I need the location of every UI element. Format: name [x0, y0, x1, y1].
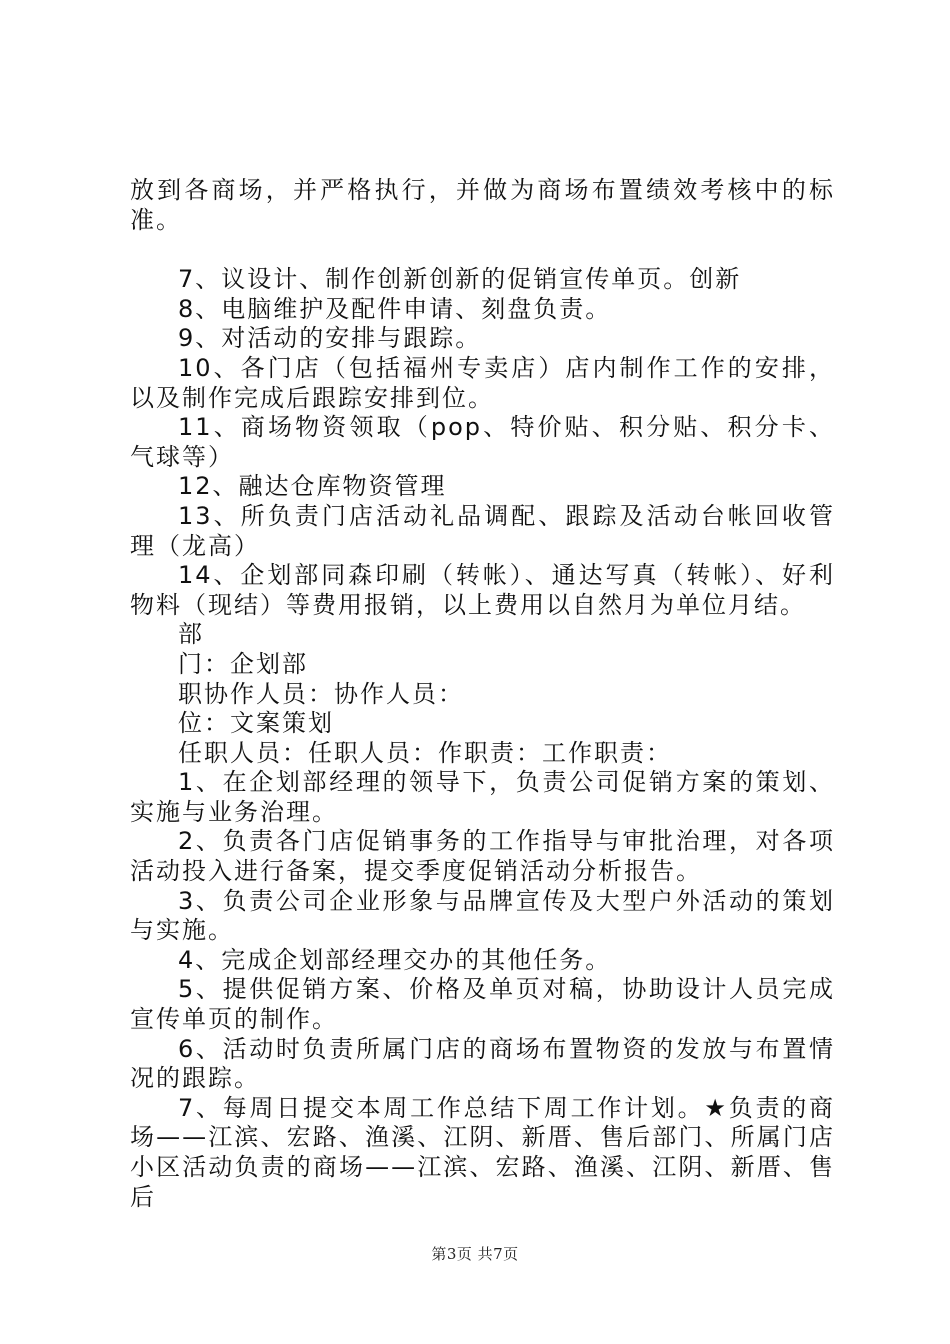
paragraph-item-11: 11、商场物资领取（pop、特价贴、积分贴、积分卡、气球等）	[130, 413, 835, 471]
duty-item-7: 7、每周日提交本周工作总结下周工作计划。★负责的商场——江滨、宏路、渔溪、江阴、新厝、售后部门、所属门店小区活动负责的商场——江滨、宏路、渔溪、江阴、新厝、售后	[130, 1093, 835, 1211]
field-department-value: 门：企划部	[178, 649, 308, 678]
paragraph-item-14: 14、企划部同森印刷（转帐）、通达写真（转帐）、好利物料（现结）等费用报销，以上费用以自然月为单位月结。	[130, 561, 835, 619]
duty-item-1: 1、在企划部经理的领导下，负责公司促销方案的策划、实施与业务治理。	[130, 768, 835, 826]
paragraph-item-10: 10、各门店（包括福州专卖店）店内制作工作的安排，以及制作完成后跟踪安排到位。	[130, 353, 835, 412]
paragraph-item-9: 9、对活动的安排与跟踪。	[178, 324, 482, 353]
paragraph-continuation: 放到各商场，并严格执行，并做为商场布置绩效考核中的标准。	[130, 176, 835, 234]
duty-item-5: 5、提供促销方案、价格及单页对稿，协助设计人员完成宣传单页的制作。	[130, 975, 835, 1034]
field-staff-duties: 任职人员：任职人员：作职责：工作职责：	[178, 738, 672, 767]
page-footer	[0, 1243, 950, 1264]
paragraph-item-13: 13、所负责门店活动礼品调配、跟踪及活动台帐回收管理（龙高）	[130, 501, 835, 560]
duty-item-4: 4、完成企划部经理交办的其他任务。	[178, 945, 612, 974]
paragraph-item-12: 12、融达仓库物资管理	[178, 472, 447, 501]
document-body	[130, 176, 835, 1212]
paragraph-gap	[130, 235, 835, 265]
duty-item-3: 3、负责公司企业形象与品牌宣传及大型户外活动的策划与实施。	[130, 886, 835, 945]
field-position: 位：文案策划	[178, 709, 334, 738]
duty-item-6: 6、活动时负责所属门店的商场布置物资的发放与布置情况的跟踪。	[130, 1034, 835, 1093]
field-department-label: 部	[178, 620, 204, 649]
field-collaborators: 职协作人员：协作人员：	[178, 679, 464, 708]
page-number: 第3页 共7页	[431, 1245, 519, 1263]
paragraph-item-7: 7、议设计、制作创新创新的促销宣传单页。创新	[178, 265, 742, 294]
duty-item-2: 2、负责各门店促销事务的工作指导与审批治理，对各项活动投入进行备案，提交季度促销活动分析报告。	[130, 827, 835, 886]
paragraph-item-8: 8、电脑维护及配件申请、刻盘负责。	[178, 294, 612, 323]
